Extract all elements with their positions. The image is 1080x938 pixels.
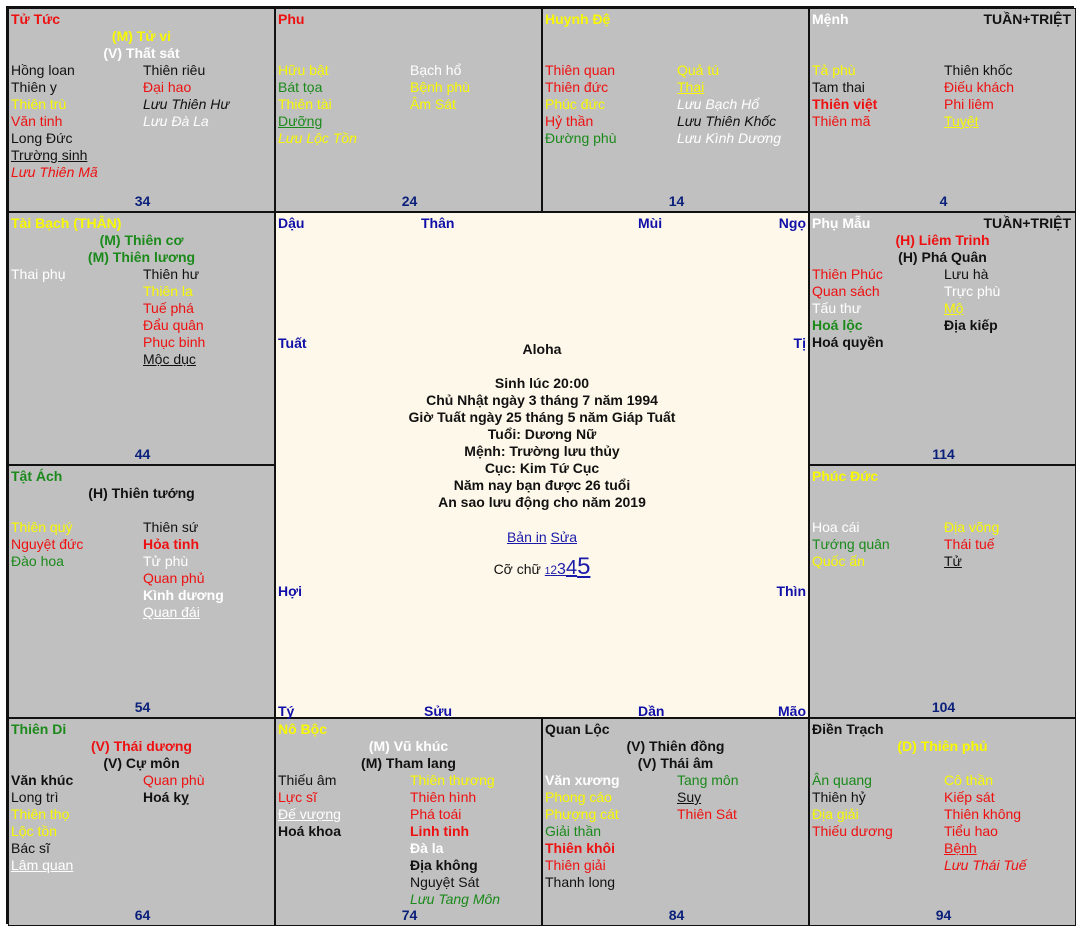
star: Tướng quân (812, 536, 890, 552)
star: Đường phù (545, 130, 617, 146)
palace-age-number: 34 (134, 193, 151, 209)
star: Địa giải (812, 806, 859, 822)
star-column-left (812, 62, 877, 130)
star: Linh tinh (410, 823, 470, 839)
dir-tuat: Tuất (278, 335, 307, 351)
main-star: (V) Thiên đồng (626, 738, 725, 754)
font-size-5[interactable]: 5 (577, 553, 591, 580)
edit-link[interactable]: Sửa (550, 529, 578, 545)
star: Tang môn (677, 772, 739, 788)
star-column-left (278, 772, 341, 840)
dir-ngo: Ngọ (778, 215, 806, 231)
star: Tả phù (812, 62, 856, 78)
action-links (276, 529, 808, 545)
star: Bạch hổ (410, 62, 462, 78)
star: Suy (677, 789, 702, 805)
font-size-4[interactable]: 4 (565, 557, 578, 579)
star-column-left (545, 772, 620, 891)
palace-title: Tử Tức (11, 11, 61, 27)
star: Văn xương (545, 772, 620, 788)
star: Thiên hỷ (812, 789, 866, 805)
star: Địa võng (944, 519, 1000, 535)
main-star: (H) Liêm Trinh (895, 232, 990, 248)
dir-than: Thân (421, 215, 455, 231)
star-column-right (143, 519, 224, 621)
star: Thái tuế (944, 536, 995, 552)
main-star: (M) Thiên cơ (99, 232, 184, 248)
font-size-2[interactable]: 2 (550, 563, 558, 577)
star: Mộc dục (143, 351, 196, 367)
palace-age-number: 94 (935, 907, 952, 923)
star: Quả tú (677, 62, 720, 78)
star: Trực phù (944, 283, 1001, 299)
star-column-left (11, 519, 83, 570)
star: Quan phủ (143, 570, 205, 586)
star: Phúc đức (545, 96, 605, 112)
star: Thiếu dương (812, 823, 893, 839)
palace-no-boc (275, 718, 542, 926)
palace-phu (275, 8, 542, 212)
palace-age-number: 104 (931, 699, 956, 715)
star: Trường sinh (11, 147, 88, 163)
star: Thiên giải (545, 857, 606, 873)
palace-title: Thiên Di (11, 721, 67, 737)
star: Giải thần (545, 823, 602, 839)
star: Quan đái (143, 604, 200, 620)
palace-title: Phụ Mẫu (812, 215, 871, 231)
star-column-left (812, 519, 890, 570)
star: Phi liêm (944, 96, 994, 112)
star: Lưu Thiên Khốc (677, 113, 777, 129)
star: Thiên thương (410, 772, 495, 788)
star-column-right (944, 519, 999, 570)
info-line: Chủ Nhật ngày 3 tháng 7 năm 1994 (426, 392, 658, 408)
star: Tấu thư (812, 300, 862, 316)
main-star: (V) Thái dương (91, 738, 192, 754)
main-star: (V) Thất sát (103, 45, 180, 61)
star: Thiên Sát (677, 806, 737, 822)
star-column-right (143, 772, 205, 806)
main-star: (D) Thiên phủ (897, 738, 988, 754)
star-column-left (812, 772, 893, 840)
star: Thiên y (11, 79, 57, 95)
star: Long trì (11, 789, 59, 805)
star: Mộ (944, 300, 964, 316)
star-column-right (944, 62, 1014, 130)
star: Văn tinh (11, 113, 63, 129)
star: Phá toái (410, 806, 462, 822)
palace-title: Phúc Đức (812, 468, 879, 484)
birth-info (276, 375, 808, 511)
star: Địa không (410, 857, 478, 873)
star: Lâm quan (11, 857, 74, 873)
star: Hoá quyền (812, 334, 884, 350)
font-size-3[interactable]: 3 (557, 561, 566, 578)
star-column-right (944, 772, 1027, 874)
dir-thin: Thìn (776, 583, 806, 599)
palace-age-number: 54 (134, 699, 151, 715)
print-link[interactable]: Bản in (506, 529, 547, 545)
star: Ân quang (812, 772, 872, 788)
palace-age-number: 74 (401, 907, 418, 923)
star: Văn khúc (11, 772, 74, 788)
star: Tử phù (143, 553, 189, 569)
star: Nguyệt đức (11, 536, 84, 552)
palace-age-number: 114 (932, 446, 955, 462)
star: Thiên riêu (143, 62, 206, 78)
dir-suu: Sửu (424, 703, 453, 719)
palace-tai-bach (8, 212, 275, 465)
dir-dau: Dậu (278, 215, 305, 231)
font-size-1[interactable]: 1 (544, 566, 551, 577)
main-star: (M) Thiên lương (87, 249, 196, 265)
star: Thiên đức (545, 79, 609, 95)
star: Thiên việt (812, 96, 878, 112)
star: Hồng loan (11, 62, 75, 78)
star: Phục binh (143, 334, 206, 350)
star: Lưu Lộc Tồn (278, 130, 357, 146)
star-column-left (11, 772, 73, 874)
star: Tuyệt (944, 113, 979, 129)
star: Lộc tồn (11, 823, 57, 839)
palace-flag: TUẦN+TRIỆT (983, 11, 1071, 27)
star: Thiên quý (11, 519, 73, 535)
star: Đà la (410, 840, 444, 856)
star-column-right (677, 62, 781, 147)
star: Âm Sát (410, 96, 456, 112)
star: Bác sĩ (11, 840, 50, 856)
palace-title: Phu (278, 11, 305, 27)
star-column-right (143, 62, 229, 130)
star: Thiên quan (545, 62, 616, 78)
star-column-right (677, 772, 738, 823)
star-column-right (410, 772, 500, 908)
star: Hoa cái (812, 519, 860, 535)
star: Cô thần (944, 772, 994, 788)
dir-hoi: Hợi (278, 583, 302, 599)
star: Lưu Thái Tuế (944, 857, 1027, 873)
star: Dưỡng (278, 113, 323, 129)
chart-owner-name: Aloha (522, 341, 562, 357)
star: Hỷ thần (545, 113, 594, 129)
main-star: (V) Thái âm (637, 755, 714, 771)
star: Thiên trù (11, 96, 67, 112)
star-column-right (944, 266, 1000, 334)
main-star: (M) Tử vi (111, 28, 172, 44)
star: Thiên khôi (545, 840, 615, 856)
palace-thien-di (8, 718, 275, 926)
star-column-right (410, 62, 470, 113)
star: Lưu Đà La (143, 113, 209, 129)
star: Thiên hình (410, 789, 477, 805)
star: Lưu Thiên Mã (11, 164, 98, 180)
star: Thiên tài (278, 96, 332, 112)
font-size-label: Cỡ chữ (493, 561, 541, 577)
star-column-left (812, 266, 884, 351)
palace-menh (809, 8, 1076, 212)
main-star: (M) Vũ khúc (368, 738, 449, 754)
star-column-right (143, 266, 205, 368)
palace-tat-ach (8, 465, 275, 718)
star: Tiểu hao (944, 823, 998, 839)
star: Thiên la (143, 283, 193, 299)
main-star: (M) Tham lang (361, 755, 456, 771)
star: Thiên hư (143, 266, 200, 282)
dir-dan: Dần (638, 703, 665, 719)
info-line: Giờ Tuất ngày 25 tháng 5 năm Giáp Tuất (408, 409, 676, 425)
star: Hoá lộc (812, 317, 863, 333)
info-line: Mệnh: Trường lưu thủy (464, 443, 620, 459)
info-line: Sinh lúc 20:00 (494, 375, 590, 391)
palace-age-number: 24 (401, 193, 418, 209)
star-column-left (278, 62, 357, 147)
info-line: Năm nay bạn được 26 tuổi (453, 477, 631, 493)
horoscope-chart (6, 6, 1074, 924)
star: Thiên thọ (11, 806, 70, 822)
palace-title: Điền Trạch (812, 721, 884, 737)
star: Lưu Kình Dương (677, 130, 782, 146)
palace-title: Nô Bộc (278, 721, 327, 737)
info-line: An sao lưu động cho năm 2019 (438, 494, 646, 510)
info-line: Tuổi: Dương Nữ (487, 426, 597, 442)
star-column-left (11, 266, 65, 283)
palace-title: Quan Lộc (545, 721, 610, 737)
star: Thiên mã (812, 113, 871, 129)
star: Lưu Thiên Hư (143, 96, 230, 112)
palace-quan-loc (542, 718, 809, 926)
palace-title: Huynh Đệ (545, 11, 611, 27)
dir-ty: Tý (278, 703, 295, 719)
info-line: Cục: Kim Tứ Cục (484, 460, 600, 476)
star: Bát tọa (278, 79, 323, 95)
star-column-left (545, 62, 616, 147)
star: Tử (944, 553, 962, 569)
star: Thanh long (545, 874, 616, 890)
star: Thiên không (944, 806, 1022, 822)
palace-age-number: 84 (668, 907, 685, 923)
star: Thiếu âm (278, 772, 337, 788)
star: Hữu bật (278, 62, 329, 78)
star: Thiên Phúc (812, 266, 883, 282)
palace-phuc-duc (809, 465, 1076, 718)
palace-title: Tài Bạch (THÂN) (11, 215, 122, 231)
main-star: (H) Thiên tướng (88, 485, 195, 501)
palace-age-number: 44 (134, 446, 151, 462)
star: Hoá kỵ (143, 789, 189, 805)
star: Thiên sứ (143, 519, 199, 535)
star: Đẩu quân (143, 317, 204, 333)
star: Tam thai (812, 79, 865, 95)
star: Kiếp sát (944, 789, 995, 805)
palace-phu-mau (809, 212, 1076, 465)
star: Quan sách (812, 283, 880, 299)
star: Đại hao (143, 79, 192, 95)
star: Long Đức (11, 130, 73, 146)
star: Thiên khốc (944, 62, 1013, 78)
star: Quan phù (143, 772, 205, 788)
palace-dien-trach (809, 718, 1076, 926)
star: Lực sĩ (278, 789, 317, 805)
star: Điếu khách (944, 79, 1015, 95)
star: Quốc ấn (812, 553, 865, 569)
palace-title: Tật Ách (11, 468, 63, 484)
star: Hỏa tinh (143, 536, 199, 552)
palace-tu-tuc (8, 8, 275, 212)
star: Lưu Tang Môn (410, 891, 501, 907)
star: Địa kiếp (944, 317, 998, 333)
palace-age-number: 4 (939, 193, 948, 209)
star: Lưu hà (944, 266, 989, 282)
dir-ti: Tị (793, 335, 806, 351)
star: Phượng cát (545, 806, 619, 822)
star: Phong cáo (545, 789, 612, 805)
palace-huynh-de (542, 8, 809, 212)
palace-flag: TUẦN+TRIỆT (983, 215, 1071, 231)
star: Nguyệt Sát (410, 874, 480, 890)
center-panel (275, 212, 809, 718)
star: Thai (677, 79, 705, 95)
palace-age-number: 14 (668, 193, 685, 209)
star-column-left (11, 62, 98, 181)
star: Bệnh phù (410, 79, 470, 95)
star: Đế vượng (278, 806, 341, 822)
dir-mao: Mão (778, 703, 806, 719)
palace-title: Mệnh (812, 11, 849, 27)
star: Đào hoa (11, 553, 64, 569)
star: Lưu Bạch Hổ (677, 96, 760, 112)
star: Kình dương (143, 587, 224, 603)
font-size-selector (276, 553, 808, 581)
main-star: (H) Phá Quân (898, 249, 987, 265)
dir-mui: Mùi (638, 215, 663, 231)
star: Hoá khoa (278, 823, 342, 839)
main-star: (V) Cự môn (103, 755, 180, 771)
star: Bệnh (944, 840, 977, 856)
star: Tuế phá (143, 300, 194, 316)
star: Thai phụ (11, 266, 66, 282)
palace-age-number: 64 (134, 907, 151, 923)
